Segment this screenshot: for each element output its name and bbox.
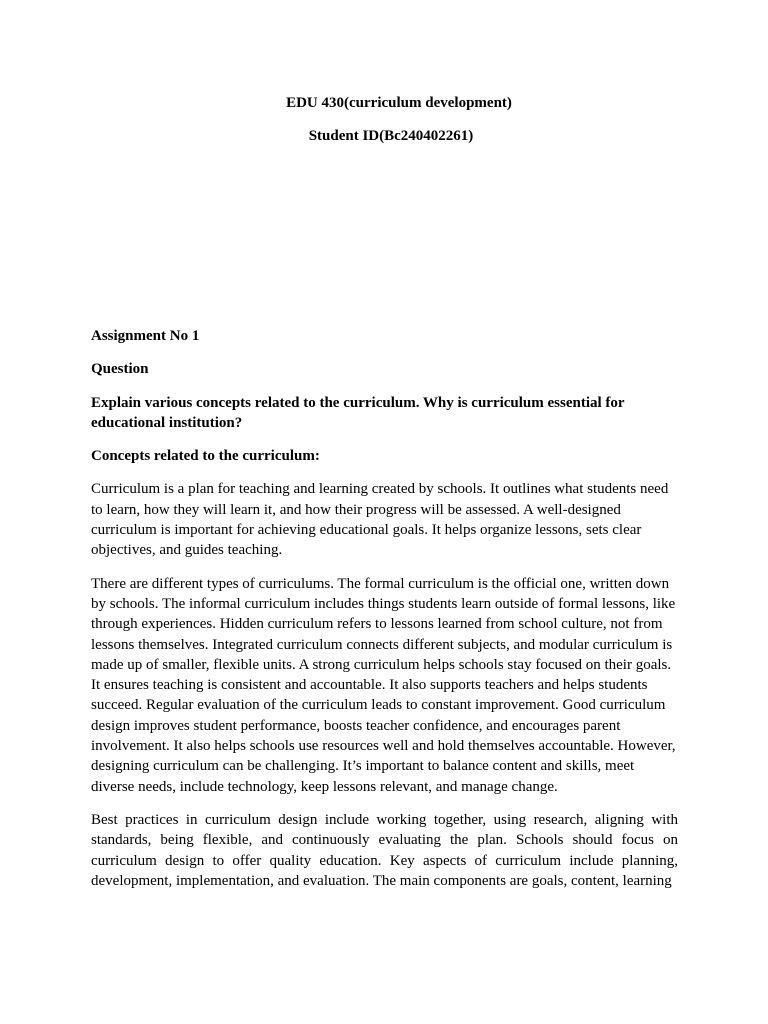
assignment-title: Assignment No 1 xyxy=(91,328,200,344)
document-body xyxy=(91,326,678,904)
paragraph-2: There are different types of curriculums. The formal curriculum is the official one, written down by schools. The informal curriculum includes things students learn outside of formal lessons, like through experiences. Hidden curriculum refers to lessons learned from school culture, not from lessons themselves. Integrated curriculum connects different subjects, and modular curriculum is made up of smaller, flexible units. A strong curriculum helps schools stay focused on their goals. It ensures teaching is consistent and accountable. It also supports teachers and helps students succeed. Regular evaluation of the curriculum leads to constant improvement. Good curriculum design improves student performance, boosts teacher confidence, and encourages parent involvement. It also helps schools use resources well and hold themselves accountable. However, designing curriculum can be challenging. It’s important to balance content and skills, meet diverse needs, include technology, keep lessons relevant, and manage change. xyxy=(91,575,676,795)
section-heading: Concepts related to the curriculum: xyxy=(91,448,320,465)
question-label: Question xyxy=(91,361,149,378)
paragraph-3: Best practices in curriculum design include working together, using research, aligning with standards, being flexible, and continuously evaluating the plan. Schools should focus on curriculum design to offer quality education. Key aspects of curriculum include planning, development, implementation, and evaluation. The main components are goals, content, learning xyxy=(91,811,678,889)
course-title: EDU 430(curriculum development) xyxy=(286,95,512,111)
question-text: Explain various concepts related to the curriculum. Why is curriculum essential for educational institution? xyxy=(91,394,625,431)
student-id: Student ID(Bc240402261) xyxy=(308,128,474,144)
paragraph-1: Curriculum is a plan for teaching and learning created by schools. It outlines what students need to learn, how they will learn it, and how their progress will be assessed. A well-designed curriculum is important for achieving educational goals. It helps organize lessons, sets clear objectives, and guides teaching. xyxy=(91,481,669,559)
